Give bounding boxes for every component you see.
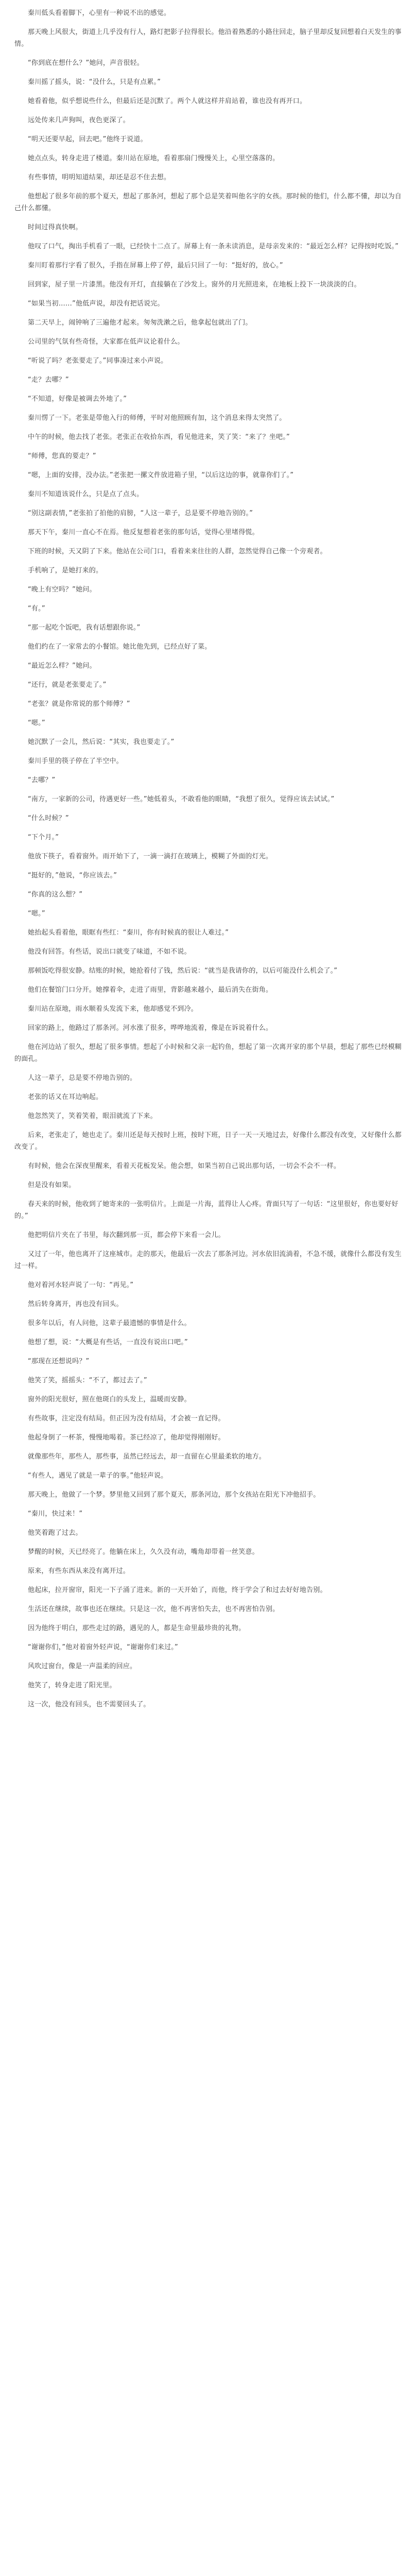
article-paragraph: 有时候，他会在深夜里醒来，看着天花板发呆。他会想，如果当初自己说出那句话，一切会不会不一样。 bbox=[28, 1162, 341, 1170]
article-paragraph: 他想了想，说：“大概是有些话，一直没有说出口吧。” bbox=[28, 1338, 188, 1346]
article-paragraph: 他笑了笑，摇摇头：“不了，都过去了。” bbox=[28, 1377, 147, 1384]
article-paragraph: 下班的时候，天又阴了下来。他站在公司门口，看着来来往往的人群，忽然觉得自己像一个旁观者。 bbox=[28, 548, 327, 555]
article-paragraph: 那天晚上风很大，街道上几乎没有行人，路灯把影子拉得很长。他沿着熟悉的小路往回走，脑子里却反复回想着白天发生的事情。 bbox=[14, 28, 402, 48]
article-paragraph: 回家的路上，他路过了那条河。河水涨了很多，哗哗地流着，像是在诉说着什么。 bbox=[28, 1024, 273, 1032]
article-paragraph: 那顿饭吃得很安静。结账的时候，她抢着付了钱，然后说：“就当是我请你的，以后可能没什么机会了。” bbox=[28, 967, 338, 975]
article-paragraph: 秦川低头看着脚下，心里有一种说不出的感觉。 bbox=[28, 9, 171, 17]
article-paragraph: 又过了一年，他也离开了这座城市。走的那天，他最后一次去了那条河边。河水依旧流淌着，不急不缓，就像什么都没有发生过一样。 bbox=[14, 1250, 402, 1270]
article-paragraph: “下个月。” bbox=[28, 834, 59, 841]
article-paragraph: 秦川手里的筷子停在了半空中。 bbox=[28, 757, 123, 765]
article-paragraph: 他们约在了一家常去的小餐馆。她比他先到，已经点好了菜。 bbox=[28, 643, 212, 651]
article-paragraph: “嗯。” bbox=[28, 910, 45, 918]
article-paragraph: “南方，一家新的公司，待遇更好一些。”她低着头，不敢看他的眼睛，“我想了很久，觉得应该去试试。” bbox=[28, 795, 335, 803]
article-paragraph: 第二天早上，闹钟响了三遍他才起来。匆匆洗漱之后，他拿起包就出了门。 bbox=[28, 319, 252, 327]
article-paragraph: 秦川愣了一下。老张是带他入行的师傅，平时对他照顾有加，这个消息来得太突然了。 bbox=[28, 414, 286, 422]
article-paragraph: “听说了吗？老张要走了。”同事凑过来小声说。 bbox=[28, 357, 168, 365]
article-paragraph: 他笑着跑了过去。 bbox=[28, 1529, 82, 1537]
article-paragraph: “有些人，遇见了就是一辈子的事。”他轻声说。 bbox=[28, 1472, 168, 1480]
article-paragraph: 那天下午，秦川一直心不在焉。他反复想着老张的那句话，觉得心里堵得慌。 bbox=[28, 529, 259, 536]
article-paragraph: 她看着他，似乎想说些什么，但最后还是沉默了。两个人就这样并肩站着，谁也没有再开口。 bbox=[28, 97, 307, 105]
article-paragraph: 就像那些年，那些人，那些事，虽然已经远去，却一直留在心里最柔软的地方。 bbox=[28, 1453, 266, 1461]
article-paragraph: 梦醒的时候，天已经亮了。他躺在床上，久久没有动，嘴角却带着一丝笑意。 bbox=[28, 1548, 259, 1556]
article-paragraph: 秦川不知道该说什么，只是点了点头。 bbox=[28, 490, 144, 498]
article-body bbox=[14, 7, 403, 1710]
article-paragraph: “秦川，快过来！” bbox=[28, 1510, 83, 1518]
article-paragraph: 他把明信片夹在了书里，每次翻到那一页，都会停下来看一会儿。 bbox=[28, 1231, 225, 1239]
article-paragraph: 秦川摇了摇头，说：“没什么，只是有点累。” bbox=[28, 78, 161, 86]
article-paragraph: 有些故事，注定没有结局。但正因为没有结局，才会被一直记得。 bbox=[28, 1415, 225, 1422]
article-paragraph: 他起身倒了一杯茶，慢慢地喝着。茶已经凉了，他却觉得刚刚好。 bbox=[28, 1434, 225, 1442]
article-paragraph: “最近怎么样？”她问。 bbox=[28, 662, 96, 670]
article-paragraph: 然后转身离开，再也没有回头。 bbox=[28, 1300, 123, 1308]
article-paragraph: “师傅，您真的要走？” bbox=[28, 452, 96, 460]
article-paragraph: 秦川盯着那行字看了很久，手指在屏幕上停了停，最后只回了一句：“挺好的，放心。” bbox=[28, 262, 283, 269]
article-paragraph: 时间过得真快啊。 bbox=[28, 224, 82, 231]
article-paragraph: 生活还在继续，故事也还在继续。只是这一次，他不再害怕失去，也不再害怕告别。 bbox=[28, 1605, 280, 1613]
article-paragraph: “有。” bbox=[28, 605, 45, 613]
article-paragraph: “那一起吃个饭吧，我有话想跟你说。” bbox=[28, 624, 141, 632]
article-paragraph: 他想起了很多年前的那个夏天，想起了那条河，想起了那个总是笑着叫他名字的女孩。那时候的他们，什么都不懂，却以为自己什么都懂。 bbox=[14, 193, 402, 212]
article-paragraph: 因为他终于明白，那些走过的路，遇见的人，都是生命里最珍贵的礼物。 bbox=[28, 1624, 246, 1632]
article-paragraph: 她沉默了一会儿，然后说：“其实，我也要走了。” bbox=[28, 738, 175, 746]
article-paragraph: 人这一辈子，总是要不停地告别的。 bbox=[28, 1074, 137, 1082]
article-paragraph: “不知道，好像是被调去外地了。” bbox=[28, 395, 127, 403]
article-paragraph: 秦川站在原地，雨水顺着头发流下来，他却感觉不到冷。 bbox=[28, 1005, 198, 1013]
article-paragraph: 他对着河水轻声说了一句：“再见。” bbox=[28, 1281, 134, 1289]
article-paragraph: 她抬起头看着他，眼眶有些红：“秦川，你有时候真的很让人难过。” bbox=[28, 929, 229, 937]
article-paragraph: “如果当初……”他低声说，却没有把话说完。 bbox=[28, 300, 164, 308]
article-paragraph: 手机响了，是她打来的。 bbox=[28, 567, 103, 574]
article-paragraph: 他放下筷子，看着窗外。雨开始下了，一滴一滴打在玻璃上，模糊了外面的灯光。 bbox=[28, 853, 273, 860]
article-paragraph: 那天晚上，他做了一个梦。梦里他又回到了那个夏天，那条河边，那个女孩站在阳光下冲他招手。 bbox=[28, 1491, 320, 1499]
article-paragraph: 远处传来几声狗叫，夜色更深了。 bbox=[28, 116, 130, 124]
article-paragraph: “嗯，上面的安排，没办法。”老张把一摞文件放进箱子里，“以后这边的事，就靠你们了。” bbox=[28, 471, 294, 479]
article-paragraph: “那现在还想说吗？” bbox=[28, 1358, 90, 1365]
article-paragraph: “挺好的，”他说，“你应该去。” bbox=[28, 872, 117, 879]
article-paragraph: 中午的时候，他去找了老张。老张正在收拾东西，看见他进来，笑了笑：“来了？坐吧。” bbox=[28, 433, 290, 441]
article-paragraph: 有些事情，明明知道结果，却还是忍不住去想。 bbox=[28, 174, 171, 181]
article-paragraph: 公司里的气氛有些奇怪，大家都在低声议论着什么。 bbox=[28, 338, 184, 346]
article-paragraph: “谢谢你们，”他对着窗外轻声说，“谢谢你们来过。” bbox=[28, 1643, 178, 1651]
article-paragraph: 风吹过窗台，像是一声温柔的回应。 bbox=[28, 1663, 137, 1670]
article-paragraph: 但是没有如果。 bbox=[28, 1181, 76, 1189]
article-paragraph: 他叹了口气，掏出手机看了一眼，已经快十二点了。屏幕上有一条未读消息，是母亲发来的：“最近怎么样？记得按时吃饭。” bbox=[28, 243, 399, 250]
article-paragraph: 很多年以后，有人问他，这辈子最遗憾的事情是什么。 bbox=[28, 1319, 191, 1327]
article-paragraph: “还行，就是老张要走了。” bbox=[28, 681, 107, 689]
article-paragraph: 她点点头，转身走进了楼道。秦川站在原地，看着那扇门慢慢关上，心里空落落的。 bbox=[28, 155, 280, 162]
article-paragraph: “别这副表情，”老张拍了拍他的肩膀，“人这一辈子，总是要不停地告别的。” bbox=[28, 510, 253, 517]
article-paragraph: 窗外的阳光很好，照在他斑白的头发上，温暖而安静。 bbox=[28, 1396, 191, 1403]
article-paragraph: “什么时候？” bbox=[28, 815, 69, 822]
article-paragraph: “明天还要早起，回去吧。”他终于说道。 bbox=[28, 135, 147, 143]
article-paragraph: 他笑了，转身走进了阳光里。 bbox=[28, 1682, 116, 1689]
article-paragraph: 原来，有些东西从来没有离开过。 bbox=[28, 1567, 130, 1575]
article-paragraph: “晚上有空吗？”她问。 bbox=[28, 586, 96, 594]
article-paragraph: “走？去哪？” bbox=[28, 376, 69, 384]
article-paragraph: “老张？就是你常说的那个师傅？” bbox=[28, 700, 130, 708]
article-paragraph: “你真的这么想？” bbox=[28, 891, 83, 899]
article-paragraph: 春天来的时候，他收到了她寄来的一张明信片。上面是一片海，蓝得让人心疼。背面只写了一句话：“这里很好，你也要好好的。” bbox=[14, 1200, 398, 1220]
article-paragraph: 他们在餐馆门口分开。她撑着伞，走进了雨里，背影越来越小，最后消失在街角。 bbox=[28, 986, 273, 994]
article-paragraph: “你到底在想什么？”她问，声音很轻。 bbox=[28, 59, 144, 67]
article-paragraph: 他没有回答。有些话，说出口就变了味道，不如不说。 bbox=[28, 948, 191, 956]
article-paragraph: 他在河边站了很久，想起了很多事情。想起了小时候和父亲一起钓鱼，想起了第一次离开家的那个早晨，想起了那些已经模糊的面孔。 bbox=[14, 1043, 402, 1063]
article-paragraph: 回到家，屋子里一片漆黑。他没有开灯，直接躺在了沙发上。窗外的月光照进来，在地板上投下一块淡淡的白。 bbox=[28, 281, 361, 289]
article-paragraph: 他忽然笑了，笑着笑着，眼泪就流了下来。 bbox=[28, 1112, 157, 1120]
article-paragraph: 这一次，他没有回头，也不需要回头了。 bbox=[28, 1701, 150, 1708]
article-paragraph: “去哪？” bbox=[28, 776, 56, 784]
article-paragraph: “嗯。” bbox=[28, 719, 45, 727]
article-paragraph: 后来，老张走了，她也走了。秦川还是每天按时上班，按时下班，日子一天一天地过去，好像什么都没有改变，又好像什么都改变了。 bbox=[14, 1131, 402, 1151]
article-paragraph: 他起床，拉开窗帘，阳光一下子涌了进来。新的一天开始了，而他，终于学会了和过去好好地告别。 bbox=[28, 1586, 327, 1594]
article-paragraph: 老张的话又在耳边响起。 bbox=[28, 1093, 103, 1101]
